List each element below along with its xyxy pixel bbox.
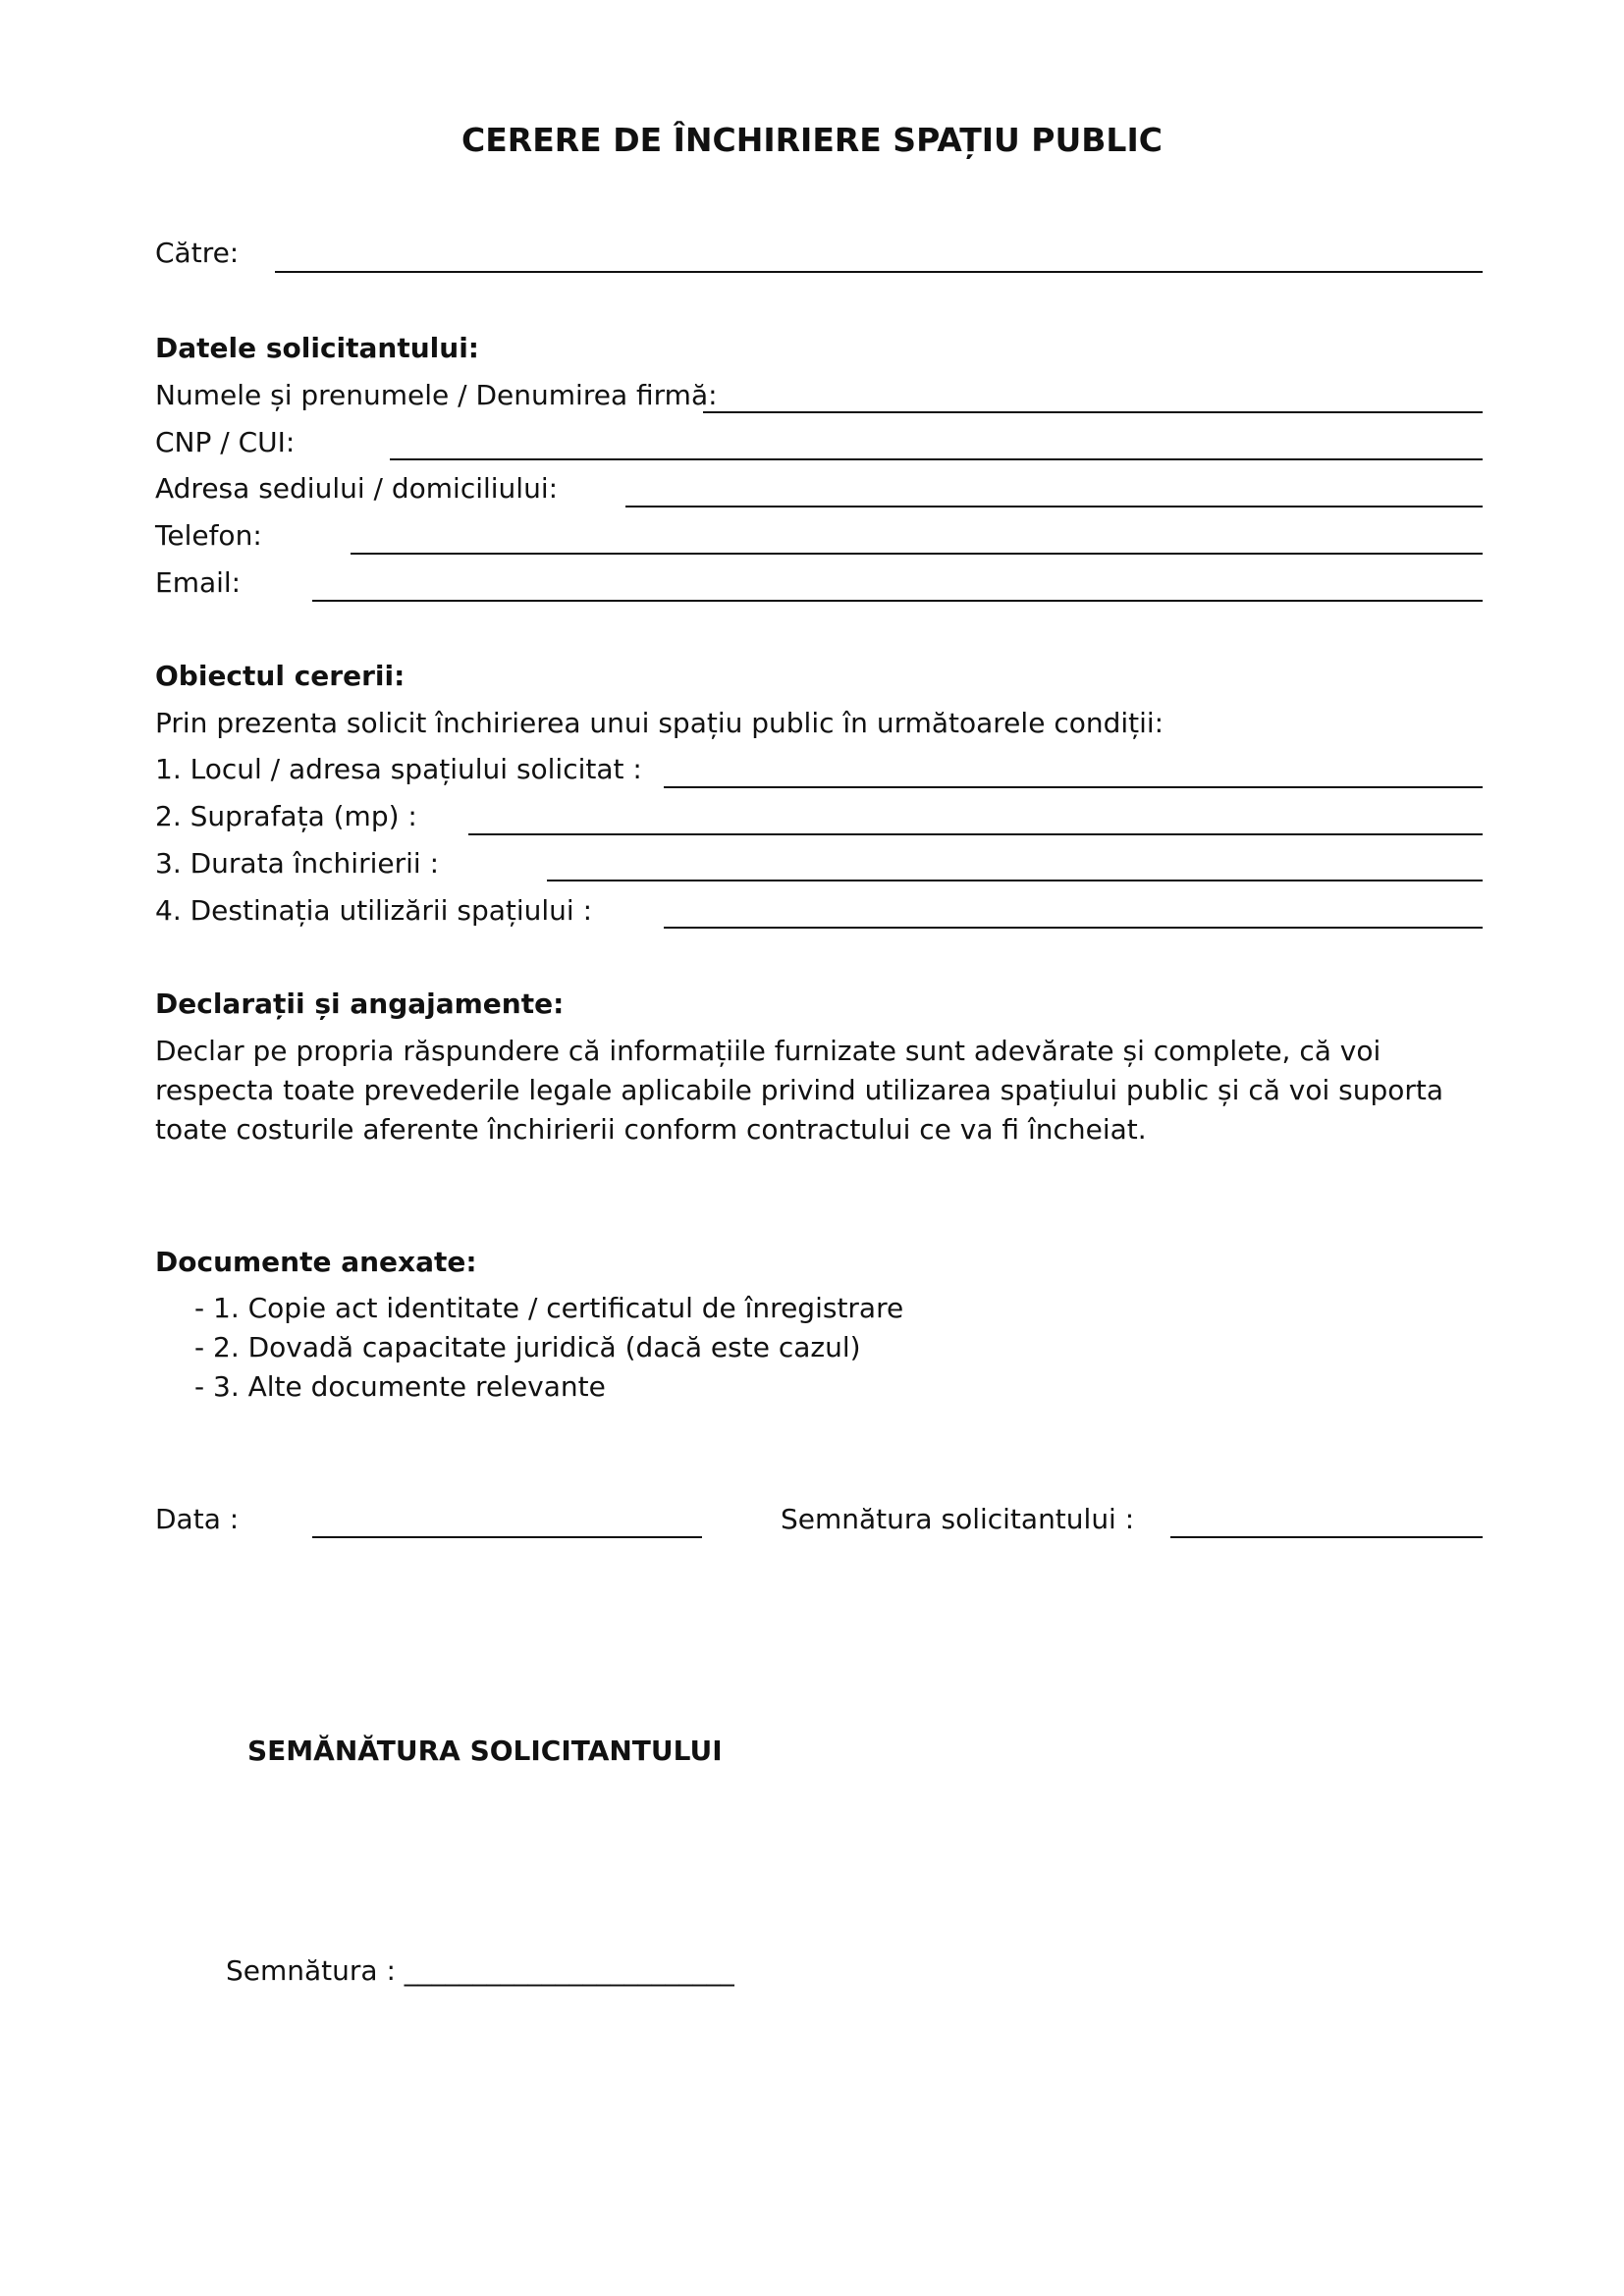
annex-item: - 3. Alte documente relevante	[194, 1370, 606, 1403]
signature-label: Semnătura solicitantului :	[781, 1503, 1135, 1535]
object-intro: Prin prezenta solicit închirierea unui spațiu public în următoarele condiții:	[155, 707, 1164, 739]
applicant-name-input-line[interactable]	[703, 411, 1483, 413]
applicant-phone-input-line[interactable]	[351, 553, 1483, 555]
object-duration-label: 3. Durata închirierii :	[155, 847, 439, 880]
page-title: CERERE DE ÎNCHIRIERE SPAȚIU PUBLIC	[461, 121, 1163, 159]
applicant-cnp-label: CNP / CUI:	[155, 426, 296, 458]
applicant-heading: Datele solicitantului:	[155, 332, 479, 364]
applicant-phone-label: Telefon:	[155, 519, 262, 552]
applicant-address-input-line[interactable]	[625, 506, 1483, 507]
signature-block-heading: SEMĂNĂTURA SOLICITANTULUI	[247, 1735, 723, 1767]
object-duration-input-line[interactable]	[547, 880, 1483, 881]
applicant-email-input-line[interactable]	[312, 600, 1483, 602]
signature-block-line: Semnătura : ________________________	[226, 1954, 734, 1987]
annex-item: - 1. Copie act identitate / certificatul de înregistrare	[194, 1292, 904, 1324]
declarations-text: Declar pe propria răspundere că informațiile furnizate sunt adevărate și complete, că voi respecta toate prevederile legale aplicabile privind utilizarea spațiului public și că voi suporta toate costurile aferente închirierii conform contractului ce va fi încheiat.	[155, 1035, 1444, 1146]
object-heading: Obiectul cererii:	[155, 660, 406, 692]
object-purpose-input-line[interactable]	[664, 927, 1483, 929]
annexes-heading: Documente anexate:	[155, 1246, 477, 1278]
object-area-input-line[interactable]	[468, 833, 1483, 835]
applicant-cnp-input-line[interactable]	[390, 458, 1483, 460]
object-location-label: 1. Locul / adresa spațiului solicitat :	[155, 753, 642, 785]
applicant-address-label: Adresa sediului / domiciliului:	[155, 472, 559, 505]
recipient-input-line[interactable]	[275, 271, 1483, 273]
object-area-label: 2. Suprafața (mp) :	[155, 800, 417, 832]
object-location-input-line[interactable]	[664, 786, 1483, 788]
signature-input-line[interactable]	[1170, 1536, 1483, 1538]
recipient-label: Către:	[155, 237, 240, 269]
annex-item: - 2. Dovadă capacitate juridică (dacă este cazul)	[194, 1331, 861, 1363]
applicant-name-label: Numele și prenumele / Denumirea firmă:	[155, 379, 718, 411]
date-input-line[interactable]	[312, 1536, 702, 1538]
applicant-email-label: Email:	[155, 566, 242, 599]
date-label: Data :	[155, 1503, 240, 1535]
object-purpose-label: 4. Destinația utilizării spațiului :	[155, 894, 593, 927]
declarations-heading: Declarații și angajamente:	[155, 988, 565, 1020]
